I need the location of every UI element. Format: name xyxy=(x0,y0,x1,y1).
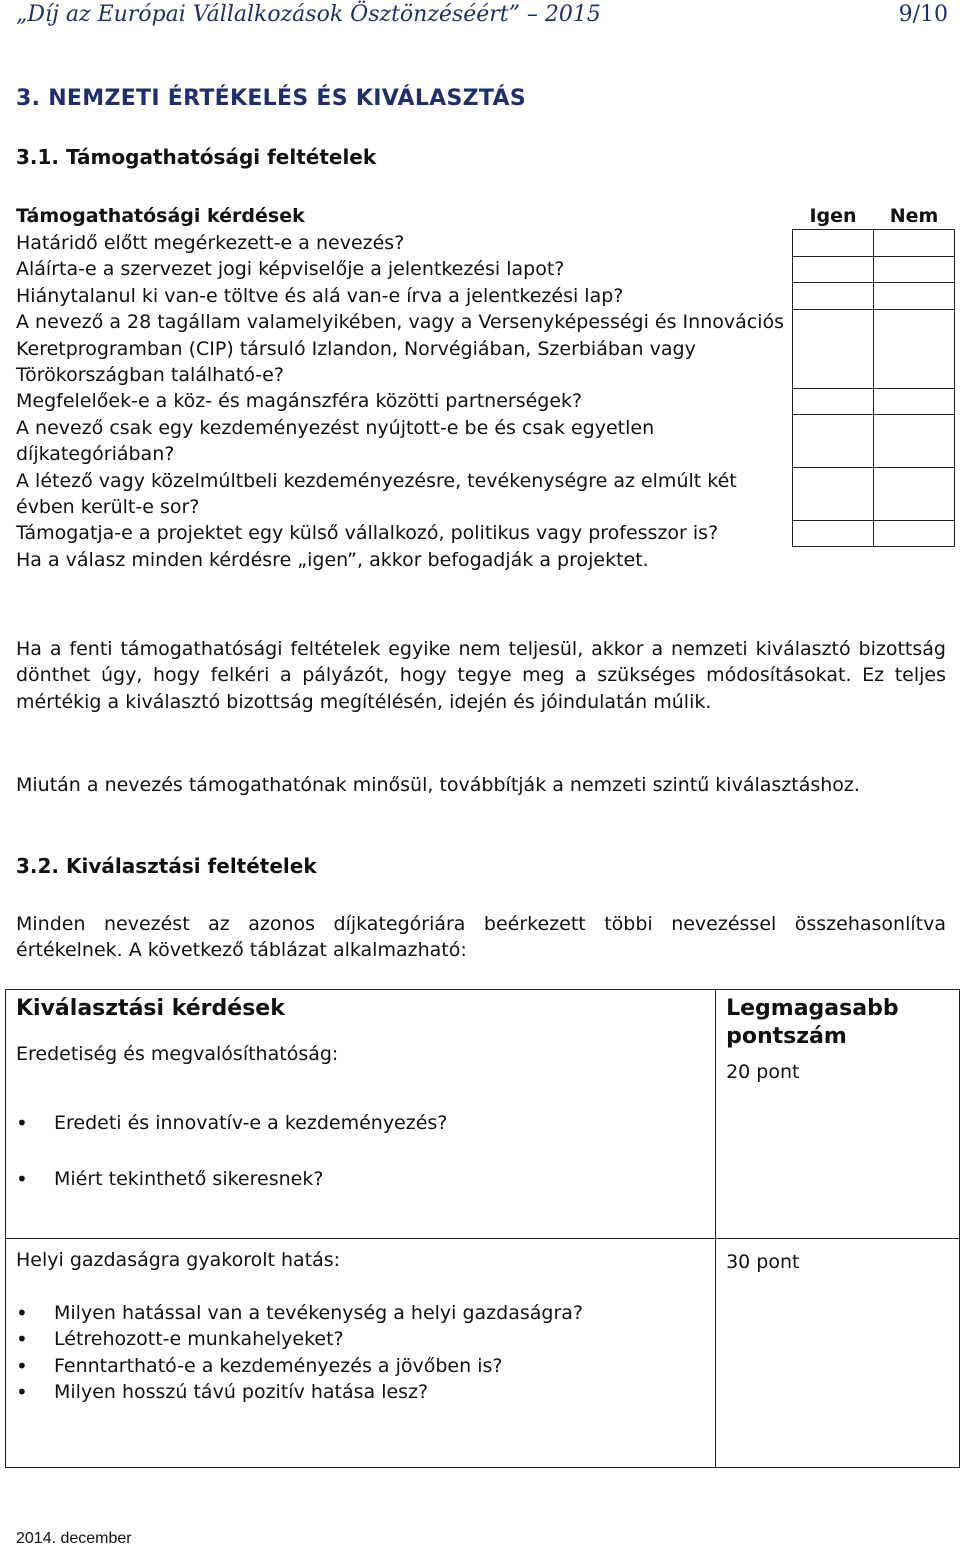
subsection-heading-selection: 3.2. Kiválasztási feltételek xyxy=(16,854,317,878)
no-checkbox-cell[interactable] xyxy=(874,388,955,414)
table-header-row xyxy=(14,203,955,230)
table-row xyxy=(14,520,955,546)
yes-checkbox-cell[interactable] xyxy=(793,230,874,256)
question-cell: Megfelelőek-e a köz- és magánszféra közötti partnerségek? xyxy=(16,390,583,413)
eligibility-table xyxy=(14,203,955,573)
question-cell: A nevező a 28 tagállam valamelyikében, vagy a Versenyképességi és Innovációs Keretprogramban (CIP) társuló Izlandon, Norvégiában, Szerbiában vagy Törökországban található-e? xyxy=(16,311,784,386)
table-footnote: Ha a válasz minden kérdésre „igen”, akkor befogadják a projektet. xyxy=(16,548,649,571)
table-row xyxy=(14,415,955,468)
list-item: • Miért tekinthető sikeresnek? xyxy=(6,1151,715,1207)
subsection-heading-eligibility: 3.1. Támogathatósági feltételek xyxy=(16,145,377,169)
table-row xyxy=(14,283,955,309)
no-checkbox-cell[interactable] xyxy=(874,283,955,309)
page-number: 9/10 xyxy=(898,2,948,27)
criteria-bullets xyxy=(6,1300,715,1406)
no-checkbox-cell[interactable] xyxy=(874,520,955,546)
question-cell: Támogatja-e a projektet egy külső vállalkozó, politikus vagy professzor is? xyxy=(16,522,719,545)
points-cell xyxy=(716,990,960,1239)
yes-checkbox-cell[interactable] xyxy=(793,520,874,546)
paragraph-selection-intro: Minden nevezést az azonos díjkategóriára beérkezett többi nevezéssel összehasonlítva értékelnek. A következő táblázat alkalmazható: xyxy=(16,913,946,962)
no-checkbox-cell[interactable] xyxy=(874,230,955,256)
table-row xyxy=(14,309,955,388)
list-item: • Milyen hatással van a tevékenység a helyi gazdaságra? xyxy=(6,1300,715,1326)
table-row xyxy=(14,468,955,521)
column-header-no: Nem xyxy=(889,205,939,227)
list-item: • Eredeti és innovatív-e a kezdeményezés? xyxy=(6,1095,715,1151)
yes-checkbox-cell[interactable] xyxy=(793,283,874,309)
question-cell: A nevező csak egy kezdeményezést nyújtott-e be és csak egyetlen díjkategóriában? xyxy=(16,416,655,466)
list-item: • Milyen hosszú távú pozitív hatása lesz? xyxy=(6,1379,715,1405)
points-cell xyxy=(716,1239,960,1468)
points-value: 30 pont xyxy=(726,1251,800,1273)
table-footnote-row xyxy=(14,547,955,573)
no-checkbox-cell[interactable] xyxy=(874,468,955,521)
no-checkbox-cell[interactable] xyxy=(874,256,955,282)
selection-block xyxy=(6,990,960,1239)
criteria-cell xyxy=(6,990,716,1239)
criteria-bullets xyxy=(6,1095,715,1207)
yes-checkbox-cell[interactable] xyxy=(793,468,874,521)
table-row xyxy=(14,230,955,256)
selection-criteria-table xyxy=(5,989,960,1468)
paragraph-eligibility-note: Ha a fenti támogathatósági feltételek egyike nem teljesül, akkor a nemzeti kiválasztó bizottság dönthet úgy, hogy felkéri a pályázót, hogy tegye meg a szükséges módosításokat. Ez teljes mértékig a kiválasztó bizottság megítélésén, idején és jóindulatán múlik. xyxy=(16,638,946,713)
points-column-header: Legmagasabb pontszám xyxy=(726,996,899,1049)
criteria-cell xyxy=(6,1239,716,1468)
yes-checkbox-cell[interactable] xyxy=(793,256,874,282)
no-checkbox-cell[interactable] xyxy=(874,415,955,468)
column-header-questions: Támogathatósági kérdések xyxy=(16,205,305,227)
table-row xyxy=(14,256,955,282)
column-header-yes: Igen xyxy=(809,205,857,227)
criteria-title: Eredetiség és megvalósíthatóság: xyxy=(16,1043,339,1065)
points-value: 20 pont xyxy=(726,1061,800,1083)
table-row xyxy=(14,388,955,414)
list-item: • Létrehozott-e munkahelyeket? xyxy=(6,1326,715,1352)
yes-checkbox-cell[interactable] xyxy=(793,415,874,468)
question-cell: Határidő előtt megérkezett-e a nevezés? xyxy=(16,231,405,254)
question-cell: Aláírta-e a szervezet jogi képviselője a jelentkezési lapot? xyxy=(16,258,565,281)
criteria-title: Helyi gazdaságra gyakorolt hatás: xyxy=(16,1249,341,1271)
question-cell: Hiánytalanul ki van-e töltve és alá van-e írva a jelentkezési lap? xyxy=(16,284,624,307)
criteria-column-header: Kiválasztási kérdések xyxy=(16,996,285,1021)
paragraph-forwarding: Miután a nevezés támogathatónak minősül, továbbítják a nemzeti szintű kiválasztáshoz. xyxy=(16,774,860,796)
yes-checkbox-cell[interactable] xyxy=(793,388,874,414)
section-heading: 3. NEMZETI ÉRTÉKELÉS ÉS KIVÁLASZTÁS xyxy=(16,86,526,111)
document-header-title: „Díj az Európai Vállalkozások Ösztönzéséért” – 2015 xyxy=(16,2,601,27)
footer-date: 2014. december xyxy=(16,1530,132,1547)
list-item: • Fenntartható-e a kezdeményezés a jövőben is? xyxy=(6,1353,715,1379)
no-checkbox-cell[interactable] xyxy=(874,309,955,388)
yes-checkbox-cell[interactable] xyxy=(793,309,874,388)
question-cell: A létező vagy közelmúltbeli kezdeményezésre, tevékenységre az elmúlt két évben került-e sor? xyxy=(16,469,737,518)
selection-block xyxy=(6,1239,960,1468)
